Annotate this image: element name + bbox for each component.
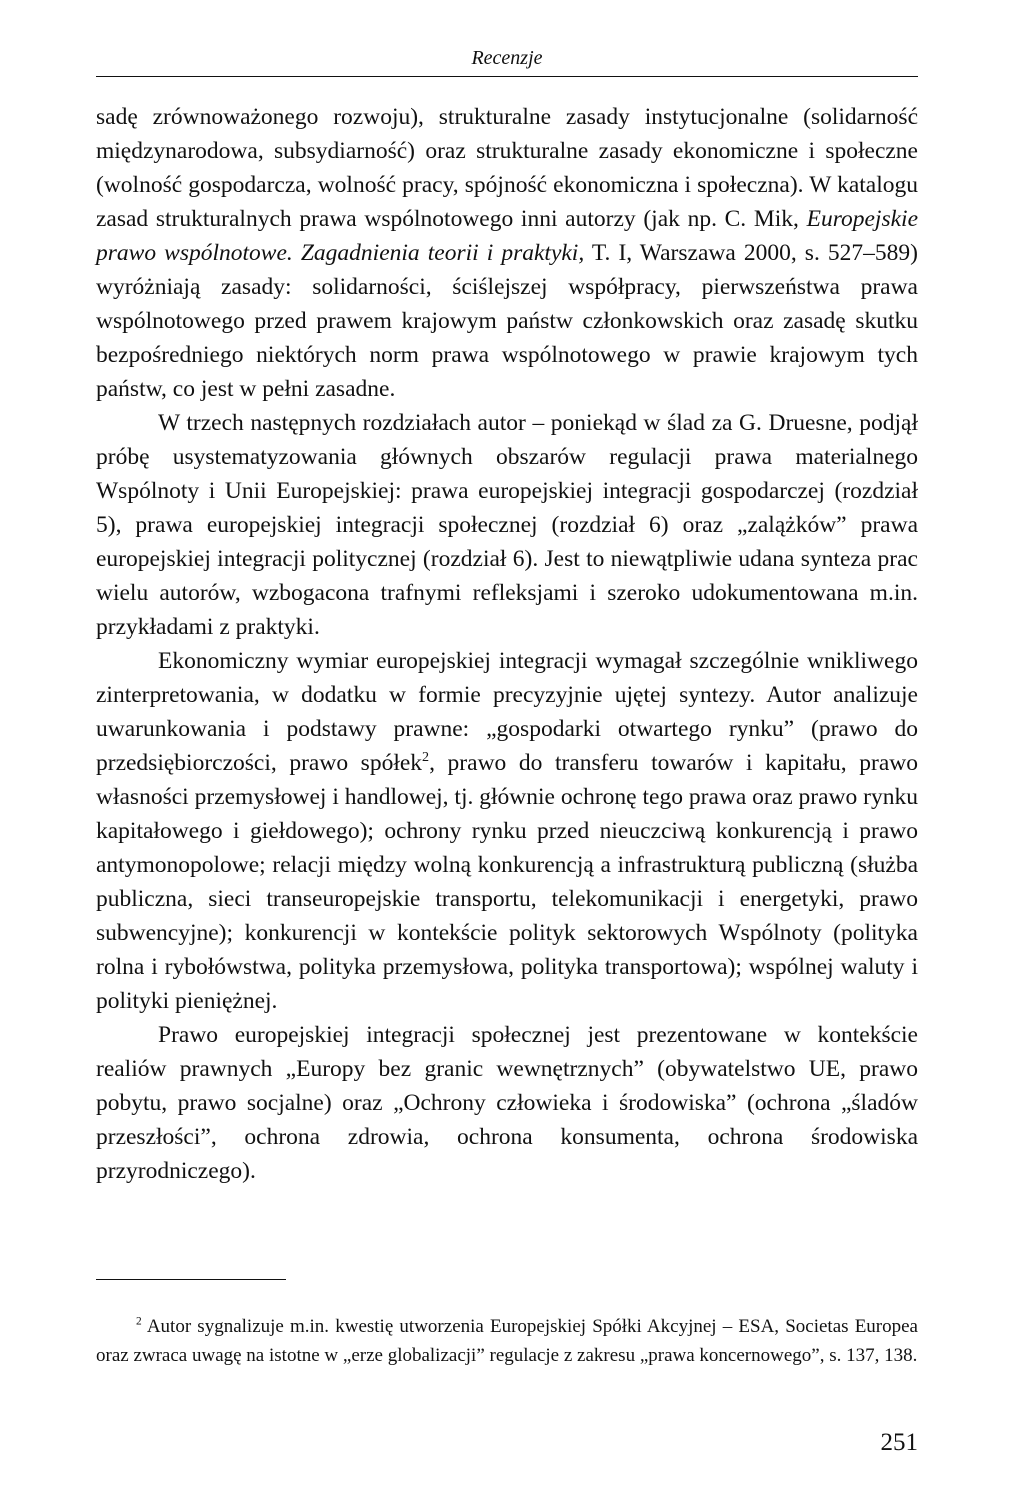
paragraph-3	[96, 644, 918, 1018]
book-title: Europejskie prawo wspólnotowe. Zagadnienia teorii i praktyki,	[96, 206, 918, 266]
paragraph-3-text-a: Ekonomiczny wymiar europejskiej integracji wymagał szczególnie wnikliwego zinterpretowania, w dodatku w formie precyzyjnie ujętej syntezy. Autor analizuje uwarunkowania i podstawy prawne: „gospodarki otwartego rynku” (prawo do przedsiębiorczości, prawo spółek	[96, 648, 918, 776]
paragraph-3-text-b: , prawo do transferu towarów i kapitału, prawo własności przemysłowej i handlowej, tj. głównie ochronę tego prawa oraz prawo rynku kapitałowego i giełdowego); ochrony rynku przed nieuczciwą konkurencją i prawo antymonopolowe; relacji między wolną konkurencją a infrastrukturą publiczną (służba publiczna, sieci transeuropejskie transportu, telekomunikacji i energetyki, prawo subwencyjne); konkurencji w kontekście polityk sektorowych Wspólnoty (polityka rolna i rybołówstwa, polityka przemysłowa, polityka transportowa); wspólnej waluty i polityki pieniężnej.	[96, 750, 918, 1014]
header-rule	[96, 76, 918, 77]
footnote-rule	[96, 1279, 286, 1280]
paragraph-1-text-a: sadę zrównoważonego rozwoju), strukturalne zasady instytucjonalne (solidarność międzynarodowa, subsydiarność) oraz strukturalne zasady ekonomiczne i społeczne (wolność gospodarcza, wolność pracy, spójność ekonomiczna i społeczna). W katalogu zasad strukturalnych prawa wspólnotowego inni autorzy (jak np. C. Mik,	[96, 104, 918, 232]
paragraph-1-text-b: T. I, Warszawa 2000, s. 527–589) wyróżniają zasady: solidarności, ściślejszej współpracy, pierwszeństwa prawa wspólnotowego przed prawem krajowym państw członkowskich oraz zasadę skutku bezpośredniego niektórych norm prawa wspólnotowego w prawie krajowym tych państw, co jest w pełni zasadne.	[96, 240, 918, 402]
footnote-paragraph	[96, 1312, 918, 1370]
footnote-marker: 2	[136, 1315, 142, 1328]
paragraph-2: W trzech następnych rozdziałach autor – poniekąd w ślad za G. Druesne, podjął próbę usystematyzowania głównych obszarów regulacji prawa materialnego Wspólnoty i Unii Europejskiej: prawa europejskiej integracji gospodarczej (rozdział 5), prawa europejskiej integracji społecznej (rozdział 6) oraz „zalążków” prawa europejskiej integracji politycznej (rozdział 6). Jest to niewątpliwie udana synteza prac wielu autorów, wzbogacona trafnymi refleksjami i szeroko udokumentowana m.in. przykładami z praktyki.	[96, 410, 918, 640]
footnote-reference: 2	[422, 749, 430, 766]
running-head: Recenzje	[471, 47, 543, 69]
footnote	[96, 1312, 918, 1370]
paragraph-1	[96, 100, 918, 406]
paragraph-4: Prawo europejskiej integracji społecznej jest prezentowane w kontekście realiów prawnych „Europy bez granic wewnętrznych” (obywatelstwo UE, prawo pobytu, prawo socjalne) oraz „Ochrony człowieka i środowiska” (ochrona „śladów przeszłości”, ochrona zdrowia, ochrona konsumenta, ochrona środowiska przyrodniczego).	[96, 1022, 918, 1184]
main-text	[96, 100, 918, 1188]
footnote-text: Autor sygnalizuje m.in. kwestię utworzenia Europejskiej Spółki Akcyjnej – ESA, Societas Europea oraz zwraca uwagę na istotne w „erze globalizacji” regulacje z zakresu „prawa koncernowego”, s. 137, 138.	[96, 1316, 918, 1366]
page-number: 251	[880, 1429, 918, 1456]
